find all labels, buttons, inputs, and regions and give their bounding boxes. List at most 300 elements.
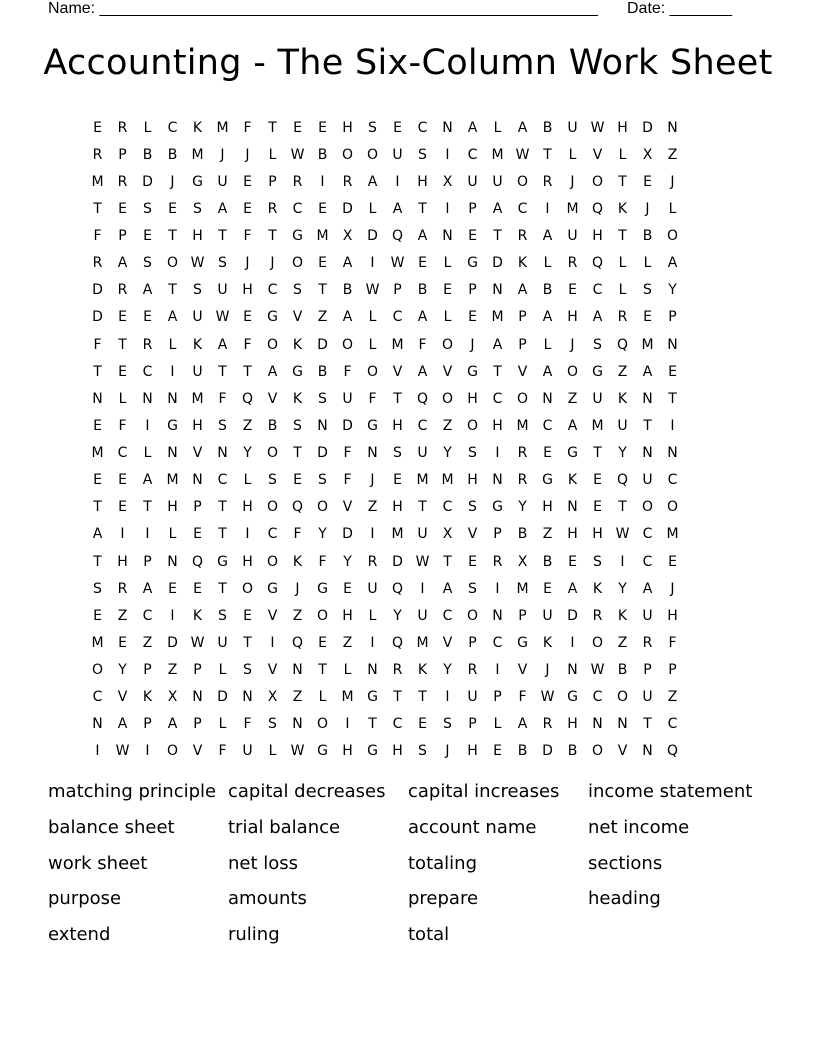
grid-letter: P xyxy=(518,336,527,353)
grid-letter: N xyxy=(492,472,503,489)
word-list-item: matching principle xyxy=(48,781,217,802)
grid-letter: C xyxy=(167,119,178,136)
grid-letter: C xyxy=(142,363,153,380)
grid-letter: S xyxy=(143,255,152,272)
grid-letter: O xyxy=(666,499,679,516)
grid-letter: E xyxy=(493,743,502,760)
grid-letter: Y xyxy=(393,607,402,624)
grid-letter: N xyxy=(542,390,553,407)
grid-letter: N xyxy=(317,417,328,434)
grid-letter: R xyxy=(267,200,278,217)
grid-letter: S xyxy=(268,716,277,733)
grid-letter: Z xyxy=(442,417,453,434)
grid-letter: L xyxy=(243,472,252,489)
grid-letter: T xyxy=(543,146,552,163)
grid-letter: T xyxy=(268,119,277,136)
grid-letter: E xyxy=(93,119,102,136)
grid-letter: T xyxy=(368,716,377,733)
grid-row xyxy=(85,114,685,141)
grid-letter: I xyxy=(120,526,125,543)
grid-letter: I xyxy=(570,634,575,651)
grid-letter: S xyxy=(193,282,202,299)
grid-letter: T xyxy=(93,200,102,217)
grid-letter: E xyxy=(593,499,602,516)
grid-letter: O xyxy=(616,689,629,706)
grid-letter: R xyxy=(517,228,528,245)
grid-letter: A xyxy=(517,119,528,136)
grid-letter: W xyxy=(190,255,205,272)
grid-letter: A xyxy=(117,255,128,272)
grid-letter: O xyxy=(666,228,679,245)
grid-letter: D xyxy=(642,119,653,136)
grid-row xyxy=(85,250,685,277)
grid-letter: W xyxy=(515,146,530,163)
grid-letter: D xyxy=(317,336,328,353)
grid-letter: Z xyxy=(367,499,378,516)
grid-letter: Y xyxy=(118,662,127,679)
grid-letter: T xyxy=(393,390,402,407)
grid-letter: Z xyxy=(567,390,578,407)
grid-letter: E xyxy=(293,119,302,136)
grid-letter: N xyxy=(192,689,203,706)
grid-letter: U xyxy=(567,228,578,245)
grid-letter: C xyxy=(492,634,503,651)
grid-letter: R xyxy=(492,553,503,570)
grid-letter: S xyxy=(218,417,227,434)
grid-letter: K xyxy=(592,580,603,597)
grid-letter: W xyxy=(290,146,305,163)
grid-letter: H xyxy=(567,309,578,326)
grid-letter: L xyxy=(493,716,502,733)
grid-letter: T xyxy=(293,445,302,462)
grid-letter: O xyxy=(316,716,329,733)
grid-row xyxy=(85,358,685,385)
grid-letter: L xyxy=(368,607,377,624)
grid-letter: L xyxy=(368,200,377,217)
grid-letter: O xyxy=(591,743,604,760)
grid-letter: O xyxy=(316,499,329,516)
grid-letter: U xyxy=(392,146,403,163)
grid-letter: M xyxy=(441,472,454,489)
grid-letter: N xyxy=(642,390,653,407)
grid-letter: O xyxy=(291,255,304,272)
grid-letter: R xyxy=(392,662,403,679)
grid-letter: H xyxy=(467,472,478,489)
grid-letter: S xyxy=(318,472,327,489)
grid-letter: O xyxy=(366,146,379,163)
grid-letter: N xyxy=(192,472,203,489)
grid-letter: E xyxy=(118,200,127,217)
name-field-label[interactable]: Name: ________________________________________________________ xyxy=(48,0,598,17)
grid-letter: V xyxy=(442,634,453,651)
grid-letter: B xyxy=(617,662,628,679)
grid-letter: O xyxy=(91,662,104,679)
grid-letter: A xyxy=(542,363,553,380)
grid-letter: K xyxy=(192,336,203,353)
grid-letter: I xyxy=(270,634,275,651)
grid-letter: M xyxy=(91,634,104,651)
grid-letter: M xyxy=(516,417,529,434)
grid-letter: N xyxy=(167,553,178,570)
grid-letter: V xyxy=(267,662,278,679)
grid-letter: B xyxy=(417,282,428,299)
grid-letter: E xyxy=(118,472,127,489)
grid-letter: N xyxy=(642,743,653,760)
grid-row xyxy=(85,738,685,765)
grid-letter: U xyxy=(567,119,578,136)
grid-letter: U xyxy=(417,526,428,543)
grid-letter: C xyxy=(117,445,128,462)
grid-letter: B xyxy=(167,146,178,163)
grid-letter: L xyxy=(143,119,152,136)
grid-letter: E xyxy=(118,363,127,380)
grid-letter: G xyxy=(567,445,578,462)
grid-letter: N xyxy=(217,445,228,462)
grid-letter: G xyxy=(167,417,178,434)
grid-letter: W xyxy=(290,743,305,760)
grid-letter: O xyxy=(341,336,354,353)
grid-letter: H xyxy=(567,526,578,543)
grid-letter: C xyxy=(642,553,653,570)
grid-letter: P xyxy=(643,662,652,679)
grid-letter: S xyxy=(443,716,452,733)
grid-row xyxy=(85,385,685,412)
grid-letter: D xyxy=(542,743,553,760)
grid-letter: M xyxy=(491,146,504,163)
grid-row xyxy=(85,467,685,494)
grid-letter: L xyxy=(168,336,177,353)
grid-letter: R xyxy=(517,445,528,462)
grid-letter: R xyxy=(642,634,653,651)
word-list-item: income statement xyxy=(588,781,753,802)
grid-letter: O xyxy=(466,607,479,624)
grid-letter: A xyxy=(517,282,528,299)
grid-letter: S xyxy=(593,336,602,353)
grid-letter: L xyxy=(143,445,152,462)
grid-letter: L xyxy=(168,526,177,543)
grid-letter: N xyxy=(292,716,303,733)
grid-letter: J xyxy=(270,255,275,272)
grid-letter: N xyxy=(142,390,153,407)
grid-letter: J xyxy=(470,336,475,353)
grid-letter: U xyxy=(192,309,203,326)
grid-letter: C xyxy=(217,472,228,489)
grid-letter: G xyxy=(492,499,503,516)
grid-letter: T xyxy=(418,499,427,516)
grid-letter: D xyxy=(142,173,153,190)
grid-letter: C xyxy=(667,716,678,733)
grid-letter: Q xyxy=(591,200,604,217)
letter-grid xyxy=(85,114,685,765)
grid-row xyxy=(85,223,685,250)
grid-letter: N xyxy=(167,390,178,407)
grid-letter: T xyxy=(418,689,427,706)
grid-letter: K xyxy=(292,336,303,353)
grid-letter: F xyxy=(343,472,352,489)
grid-letter: E xyxy=(118,634,127,651)
grid-letter: P xyxy=(193,662,202,679)
grid-letter: Z xyxy=(167,662,178,679)
grid-letter: S xyxy=(468,445,477,462)
grid-letter: S xyxy=(418,743,427,760)
grid-letter: L xyxy=(443,255,452,272)
grid-letter: N xyxy=(592,716,603,733)
grid-letter: F xyxy=(243,119,252,136)
grid-letter: P xyxy=(468,200,477,217)
grid-letter: B xyxy=(142,146,153,163)
grid-letter: I xyxy=(395,173,400,190)
grid-letter: Z xyxy=(317,309,328,326)
grid-letter: Z xyxy=(292,607,303,624)
word-list-item: total xyxy=(408,924,450,946)
grid-letter: I xyxy=(445,689,450,706)
grid-letter: X xyxy=(442,526,453,543)
word-list-item: capital increases xyxy=(408,781,560,802)
grid-letter: E xyxy=(393,119,402,136)
grid-letter: G xyxy=(467,255,478,272)
grid-letter: A xyxy=(492,200,503,217)
word-list-item: extend xyxy=(48,924,111,946)
grid-letter: Y xyxy=(243,445,252,462)
grid-letter: T xyxy=(143,499,152,516)
grid-letter: S xyxy=(93,580,102,597)
grid-letter: I xyxy=(620,553,625,570)
grid-letter: U xyxy=(642,607,653,624)
grid-letter: H xyxy=(467,743,478,760)
grid-letter: F xyxy=(118,417,127,434)
grid-letter: X xyxy=(342,228,353,245)
grid-letter: V xyxy=(267,390,278,407)
grid-letter: H xyxy=(542,499,553,516)
grid-letter: W xyxy=(540,689,555,706)
grid-letter: A xyxy=(442,580,453,597)
grid-letter: B xyxy=(642,228,653,245)
grid-letter: M xyxy=(391,336,404,353)
grid-letter: Q xyxy=(616,472,629,489)
grid-letter: W xyxy=(115,743,130,760)
grid-letter: L xyxy=(218,716,227,733)
grid-letter: G xyxy=(217,553,228,570)
grid-letter: J xyxy=(670,580,675,597)
grid-letter: T xyxy=(418,200,427,217)
grid-letter: T xyxy=(618,499,627,516)
grid-row xyxy=(85,521,685,548)
grid-letter: C xyxy=(142,607,153,624)
grid-letter: J xyxy=(170,173,175,190)
grid-letter: J xyxy=(445,743,450,760)
grid-letter: J xyxy=(570,173,575,190)
grid-letter: S xyxy=(218,607,227,624)
grid-letter: E xyxy=(143,228,152,245)
grid-letter: K xyxy=(192,607,203,624)
grid-letter: L xyxy=(443,309,452,326)
grid-letter: I xyxy=(370,526,375,543)
grid-letter: T xyxy=(118,336,127,353)
grid-letter: F xyxy=(318,553,327,570)
grid-letter: H xyxy=(417,173,428,190)
grid-letter: I xyxy=(370,255,375,272)
grid-letter: C xyxy=(667,472,678,489)
grid-letter: Y xyxy=(618,580,627,597)
grid-letter: Y xyxy=(343,553,352,570)
grid-letter: R xyxy=(117,282,128,299)
grid-letter: N xyxy=(92,390,103,407)
grid-letter: U xyxy=(342,390,353,407)
grid-letter: R xyxy=(117,580,128,597)
grid-letter: I xyxy=(420,580,425,597)
grid-letter: F xyxy=(343,445,352,462)
grid-letter: D xyxy=(167,634,178,651)
grid-letter: H xyxy=(167,499,178,516)
grid-letter: E xyxy=(593,472,602,489)
grid-letter: H xyxy=(117,553,128,570)
grid-letter: M xyxy=(666,526,679,543)
grid-letter: S xyxy=(368,119,377,136)
grid-letter: S xyxy=(593,553,602,570)
grid-letter: T xyxy=(493,228,502,245)
grid-letter: A xyxy=(642,580,653,597)
grid-letter: O xyxy=(441,390,454,407)
grid-letter: G xyxy=(567,689,578,706)
grid-letter: K xyxy=(567,472,578,489)
grid-letter: R xyxy=(517,472,528,489)
grid-letter: C xyxy=(517,200,528,217)
grid-letter: E xyxy=(243,173,252,190)
grid-letter: N xyxy=(367,445,378,462)
grid-letter: L xyxy=(318,689,327,706)
grid-letter: E xyxy=(93,472,102,489)
grid-letter: H xyxy=(567,716,578,733)
grid-letter: S xyxy=(468,499,477,516)
grid-letter: H xyxy=(492,417,503,434)
grid-letter: V xyxy=(192,743,203,760)
grid-letter: Z xyxy=(117,607,128,624)
grid-letter: T xyxy=(168,282,177,299)
grid-letter: E xyxy=(318,200,327,217)
word-list-item: account name xyxy=(408,816,537,838)
grid-letter: A xyxy=(342,255,353,272)
grid-letter: T xyxy=(218,526,227,543)
grid-letter: T xyxy=(243,363,252,380)
date-field-label[interactable]: Date: _______ xyxy=(627,0,732,17)
grid-letter: B xyxy=(542,553,553,570)
grid-letter: T xyxy=(218,228,227,245)
grid-letter: U xyxy=(417,607,428,624)
grid-letter: M xyxy=(216,119,229,136)
grid-letter: O xyxy=(266,336,279,353)
grid-letter: P xyxy=(118,146,127,163)
grid-letter: U xyxy=(617,417,628,434)
grid-letter: E xyxy=(643,173,652,190)
grid-letter: M xyxy=(591,417,604,434)
grid-letter: U xyxy=(492,173,503,190)
grid-letter: E xyxy=(243,309,252,326)
grid-letter: F xyxy=(243,336,252,353)
grid-letter: N xyxy=(567,499,578,516)
grid-letter: E xyxy=(668,363,677,380)
grid-row xyxy=(85,168,685,195)
grid-letter: K xyxy=(292,553,303,570)
grid-letter: T xyxy=(593,445,602,462)
grid-letter: U xyxy=(217,282,228,299)
grid-letter: W xyxy=(590,119,605,136)
grid-letter: C xyxy=(267,282,278,299)
grid-letter: I xyxy=(545,200,550,217)
grid-letter: A xyxy=(117,716,128,733)
grid-letter: F xyxy=(218,743,227,760)
grid-letter: E xyxy=(93,417,102,434)
grid-letter: O xyxy=(366,363,379,380)
grid-letter: T xyxy=(93,363,102,380)
grid-letter: J xyxy=(220,146,225,163)
grid-letter: D xyxy=(217,689,228,706)
grid-letter: K xyxy=(517,255,528,272)
grid-letter: K xyxy=(192,119,203,136)
grid-letter: O xyxy=(516,173,529,190)
word-list-item: balance sheet xyxy=(48,816,175,838)
grid-letter: H xyxy=(242,553,253,570)
grid-letter: M xyxy=(191,146,204,163)
grid-letter: J xyxy=(645,200,650,217)
grid-letter: B xyxy=(342,282,353,299)
grid-letter: R xyxy=(142,336,153,353)
word-list-item: prepare xyxy=(408,888,479,910)
grid-letter: Q xyxy=(391,228,404,245)
grid-letter: J xyxy=(370,472,375,489)
grid-letter: S xyxy=(143,200,152,217)
grid-letter: G xyxy=(267,580,278,597)
grid-letter: U xyxy=(217,634,228,651)
grid-letter: R xyxy=(117,119,128,136)
grid-letter: P xyxy=(468,716,477,733)
grid-letter: C xyxy=(592,282,603,299)
grid-letter: H xyxy=(192,417,203,434)
grid-letter: A xyxy=(467,119,478,136)
grid-letter: V xyxy=(442,363,453,380)
grid-row xyxy=(85,412,685,439)
grid-letter: N xyxy=(442,228,453,245)
grid-letter: X xyxy=(517,553,528,570)
grid-letter: R xyxy=(467,662,478,679)
grid-letter: G xyxy=(517,634,528,651)
grid-letter: W xyxy=(615,526,630,543)
grid-letter: L xyxy=(643,255,652,272)
grid-letter: E xyxy=(343,580,352,597)
grid-letter: G xyxy=(367,689,378,706)
grid-letter: W xyxy=(365,282,380,299)
grid-letter: V xyxy=(117,689,128,706)
grid-letter: M xyxy=(191,390,204,407)
grid-letter: T xyxy=(643,417,652,434)
grid-letter: B xyxy=(317,363,328,380)
grid-letter: G xyxy=(267,309,278,326)
grid-letter: V xyxy=(517,363,528,380)
grid-letter: T xyxy=(218,363,227,380)
grid-letter: J xyxy=(570,336,575,353)
grid-letter: S xyxy=(268,472,277,489)
grid-letter: X xyxy=(167,689,178,706)
grid-letter: E xyxy=(543,445,552,462)
grid-row xyxy=(85,602,685,629)
grid-letter: Q xyxy=(391,634,404,651)
grid-letter: Y xyxy=(443,662,452,679)
grid-letter: Z xyxy=(242,417,253,434)
grid-letter: G xyxy=(317,743,328,760)
word-list-item: net loss xyxy=(228,852,299,874)
grid-letter: Z xyxy=(667,689,678,706)
grid-letter: S xyxy=(418,146,427,163)
grid-letter: I xyxy=(95,743,100,760)
